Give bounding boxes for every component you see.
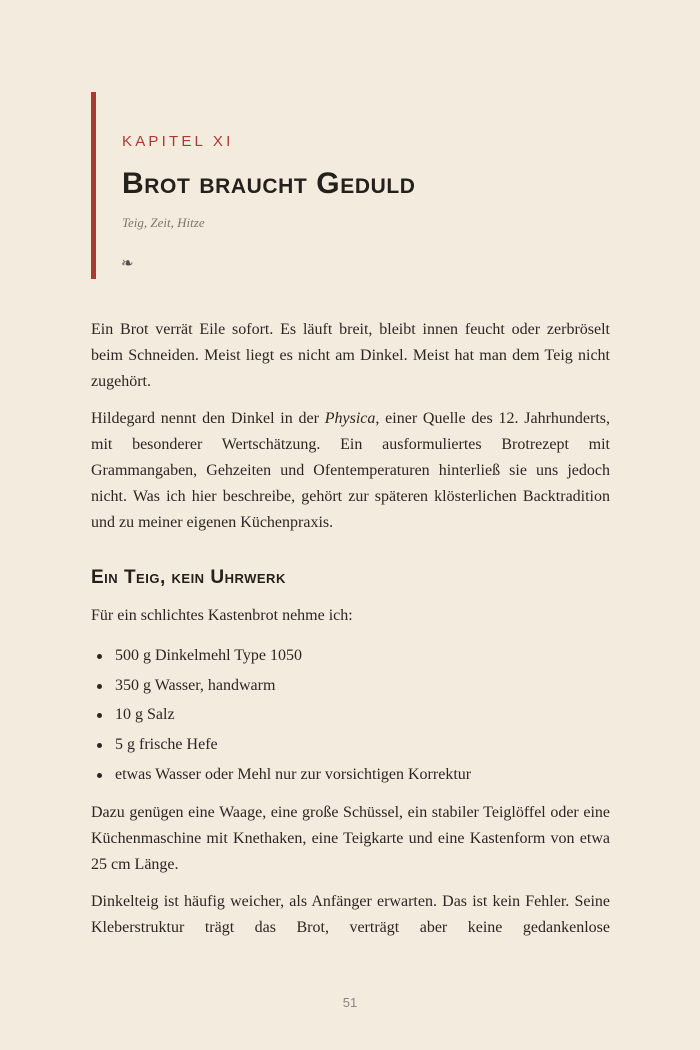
ingredient-item: 500 g Dinkelmehl Type 1050 (91, 641, 610, 671)
hildegard-text-end: , einer Quelle des 12. Jahrhunderts, mit besonderer Wertschätzung. Ein ausformuliertes Brotrezept mit Grammangaben, Gehzeiten und Ofentemperaturen hinterließ sie uns jedoch nicht. Was ich hier beschreibe, gehört zur späteren klösterlichen Backtradition und zu meiner eigenen Küchenpraxis. (91, 410, 611, 531)
ingredient-item: 5 g frische Hefe (91, 730, 610, 760)
ingredients-lead: Für ein schlichtes Kastenbrot nehme ich: (91, 607, 353, 624)
intro-paragraph: Ein Brot verrät Eile sofort. Es läuft breit, bleibt innen feucht oder zerbröselt beim Schneiden. Meist liegt es nicht am Dinkel. Meist hat man dem Teig nicht zugehört. (91, 321, 610, 390)
hildegard-text-start: Hildegard nennt den Dinkel in der (91, 410, 325, 427)
fleuron-ornament-icon: ❧ (121, 254, 134, 272)
ingredient-item: 10 g Salz (91, 700, 610, 730)
hildegard-paragraph (91, 406, 610, 536)
chapter-title: Brot braucht Geduld (122, 167, 416, 200)
dough-paragraph: Dinkelteig ist häufig weicher, als Anfänger erwarten. Das ist kein Fehler. Seine Kleberstruktur trägt das Brot, verträgt aber keine gedankenlose (91, 892, 610, 936)
chapter-body (91, 317, 610, 952)
ingredient-list (91, 641, 610, 790)
ingredient-item: 350 g Wasser, handwarm (91, 671, 610, 701)
physica-title: Physica (324, 410, 376, 427)
equipment-paragraph: Dazu genügen eine Waage, eine große Schüssel, ein stabiler Teiglöffel oder eine Küchenmaschine mit Knethaken, eine Teigkarte und eine Kastenform von etwa 25 cm Länge. (91, 803, 610, 873)
section-heading: Ein Teig, kein Uhrwerk (91, 567, 286, 588)
chapter-subtitle: Teig, Zeit, Hitze (122, 215, 205, 230)
chapter-label: KAPITEL XI (122, 133, 234, 150)
chapter-header (91, 92, 611, 279)
page-number: 51 (342, 995, 358, 1010)
ingredient-item: etwas Wasser oder Mehl nur zur vorsichtigen Korrektur (91, 760, 610, 790)
